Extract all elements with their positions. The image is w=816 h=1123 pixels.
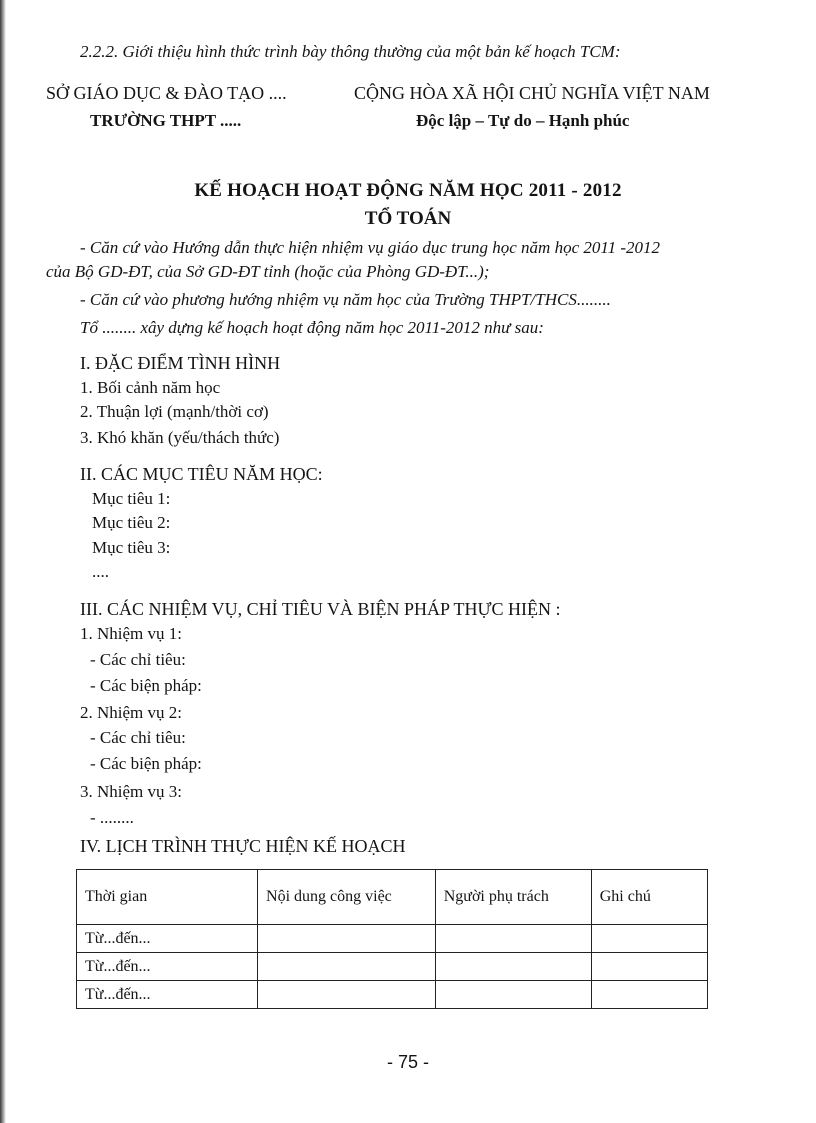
- header-school: TRƯỜNG THPT .....: [90, 111, 242, 130]
- table-header-cell: Thời gian: [77, 870, 258, 925]
- section3-measures: - Các biện pháp:: [90, 754, 202, 773]
- table-cell: [258, 981, 436, 1009]
- section1-item: 1. Bối cảnh năm học: [80, 378, 221, 397]
- table-header-cell: Ghi chú: [591, 870, 707, 925]
- section-intro: 2.2.2. Giới thiệu hình thức trình bày thông thường của một bản kế hoạch TCM:: [80, 42, 621, 61]
- section3-task: 2. Nhiệm vụ 2:: [80, 703, 182, 722]
- section3-task: 3. Nhiệm vụ 3:: [80, 782, 182, 801]
- table-header-cell: Nội dung công việc: [258, 870, 436, 925]
- preamble-p1-line2: của Bộ GD-ĐT, của Sở GD-ĐT tỉnh (hoặc của Phòng GD-ĐT...);: [46, 262, 490, 281]
- table-cell: [258, 925, 436, 953]
- section3-targets: - Các chỉ tiêu:: [90, 728, 186, 747]
- section3-ellipsis: - ........: [90, 808, 134, 827]
- section2-item: Mục tiêu 1:: [92, 489, 171, 508]
- table-cell: [591, 925, 707, 953]
- schedule-table: [76, 869, 708, 1009]
- table-cell: Từ...đến...: [77, 981, 258, 1009]
- table-row: [77, 925, 708, 953]
- table-cell: [435, 925, 591, 953]
- header-republic: CỘNG HÒA XÃ HỘI CHỦ NGHĨA VIỆT NAM: [354, 83, 710, 103]
- table-cell: [258, 953, 436, 981]
- header-motto: Độc lập – Tự do – Hạnh phúc: [416, 111, 630, 130]
- table-cell: [435, 953, 591, 981]
- section2-heading: II. CÁC MỤC TIÊU NĂM HỌC:: [80, 464, 323, 484]
- section3-targets: - Các chỉ tiêu:: [90, 650, 186, 669]
- scan-edge-shadow: [0, 0, 6, 1123]
- table-cell: [591, 953, 707, 981]
- section3-task: 1. Nhiệm vụ 1:: [80, 624, 182, 643]
- section3-heading: III. CÁC NHIỆM VỤ, CHỈ TIÊU VÀ BIỆN PHÁP THỰC HIỆN :: [80, 599, 561, 619]
- preamble-p1-line1: - Căn cứ vào Hướng dẫn thực hiện nhiệm vụ giáo dục trung học năm học 2011 -2012: [80, 238, 661, 257]
- table-cell: Từ...đến...: [77, 953, 258, 981]
- header-department: SỞ GIÁO DỤC & ĐÀO TẠO ....: [46, 83, 287, 103]
- section3-measures: - Các biện pháp:: [90, 676, 202, 695]
- table-cell: [591, 981, 707, 1009]
- document-title: KẾ HOẠCH HOẠT ĐỘNG NĂM HỌC 2011 - 2012: [194, 180, 622, 201]
- table-row: [77, 953, 708, 981]
- preamble-p2: - Căn cứ vào phương hướng nhiệm vụ năm học của Trường THPT/THCS........: [80, 290, 611, 309]
- section1-heading: I. ĐẶC ĐIỂM TÌNH HÌNH: [80, 353, 281, 373]
- section1-item: 2. Thuận lợi (mạnh/thời cơ): [80, 402, 269, 421]
- section4-heading: IV. LỊCH TRÌNH THỰC HIỆN KẾ HOẠCH: [80, 836, 406, 856]
- page-number: - 75 -: [386, 1052, 429, 1072]
- table-header-row: [77, 870, 708, 925]
- table-header-cell: Người phụ trách: [435, 870, 591, 925]
- section2-item: ....: [92, 562, 109, 581]
- table-cell: Từ...đến...: [77, 925, 258, 953]
- document-subtitle: TỔ TOÁN: [364, 208, 452, 229]
- table-cell: [435, 981, 591, 1009]
- section1-item: 3. Khó khăn (yếu/thách thức): [80, 428, 280, 447]
- table-row: [77, 981, 708, 1009]
- preamble-p3: Tổ ........ xây dựng kế hoạch hoạt động năm học 2011-2012 như sau:: [80, 318, 544, 337]
- section2-item: Mục tiêu 3:: [92, 538, 171, 557]
- section2-item: Mục tiêu 2:: [92, 513, 171, 532]
